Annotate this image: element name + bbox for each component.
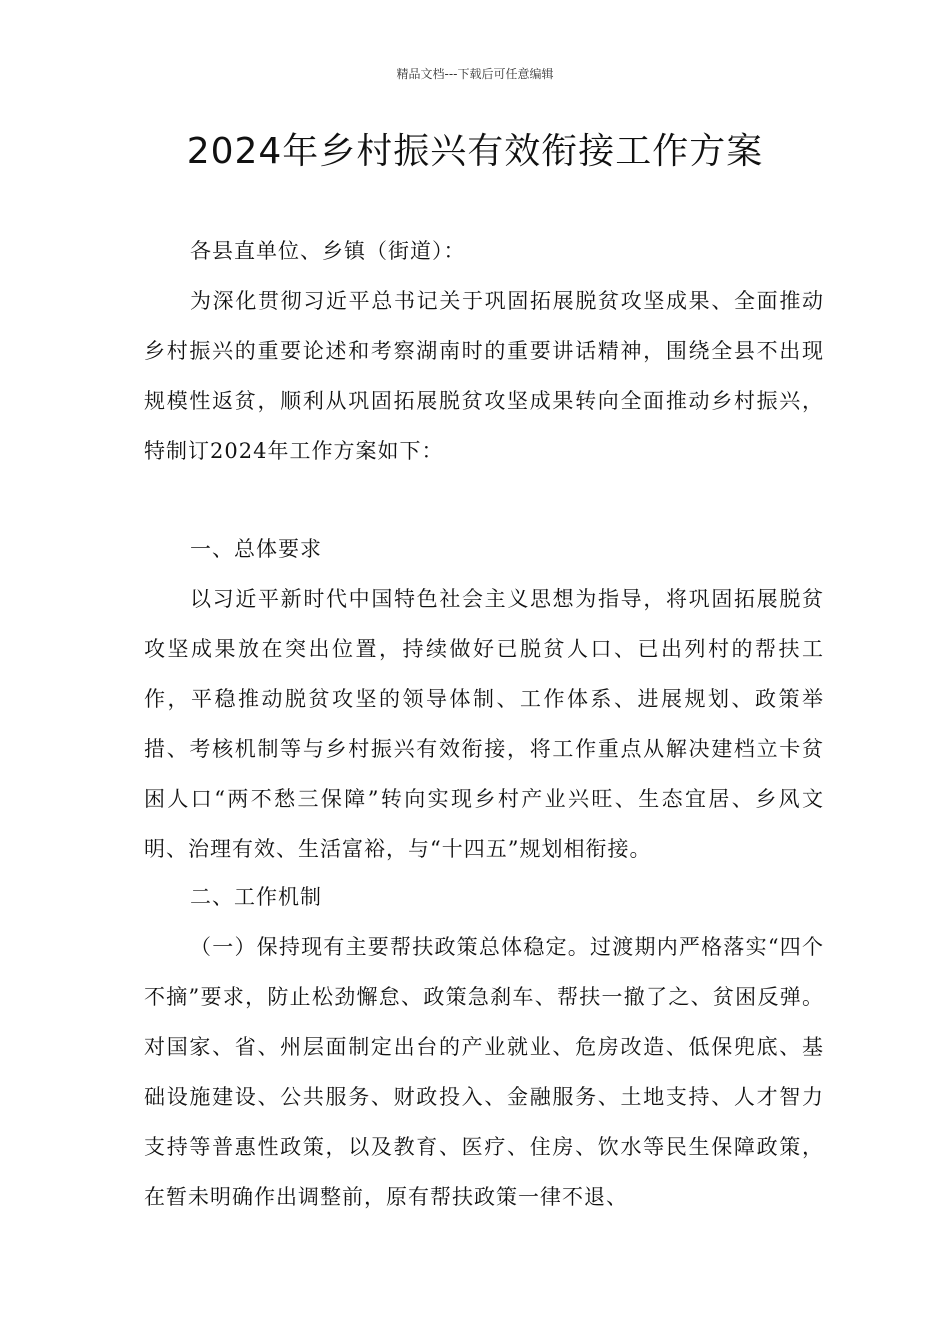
header-note: 精品文档---下载后可任意编辑 <box>396 67 554 81</box>
section-2-heading: 二、工作机制 <box>190 885 322 909</box>
document-title: 2024年乡村振兴有效衔接工作方案 <box>186 131 764 172</box>
intro-paragraph: 为深化贯彻习近平总书记关于巩固拓展脱贫攻坚成果、全面推动乡村振兴的重要论述和考察湖南时的重要讲话精神，围绕全县不出现规模性返贫，顺利从巩固拓展脱贫攻坚成果转向全面推动乡村振兴，特制订2024年工作方案如下： <box>144 289 824 463</box>
section-1-paragraph: 以习近平新时代中国特色社会主义思想为指导，将巩固拓展脱贫攻坚成果放在突出位置，持续做好已脱贫人口、已出列村的帮扶工作，平稳推动脱贫攻坚的领导体制、工作体系、进展规划、政策举措、考核机制等与乡村振兴有效衔接，将工作重点从解决建档立卡贫困人口“两不愁三保障”转向实现乡村产业兴旺、生态宜居、乡风文明、治理有效、生活富裕，与“十四五”规划相衔接。 <box>144 587 824 861</box>
section-2-subsection-1: （一）保持现有主要帮扶政策总体稳定。过渡期内严格落实“四个不摘”要求，防止松劲懈怠、政策急刹车、帮扶一撤了之、贫困反弹。对国家、省、州层面制定出台的产业就业、危房改造、低保兜底、基础设施建设、公共服务、财政投入、金融服务、土地支持、人才智力支持等普惠性政策，以及教育、医疗、住房、饮水等民生保障政策，在暂未明确作出调整前，原有帮扶政策一律不退、 <box>144 935 824 1209</box>
section-1-heading: 一、总体要求 <box>190 537 322 561</box>
salutation: 各县直单位、乡镇（街道）： <box>190 239 466 263</box>
